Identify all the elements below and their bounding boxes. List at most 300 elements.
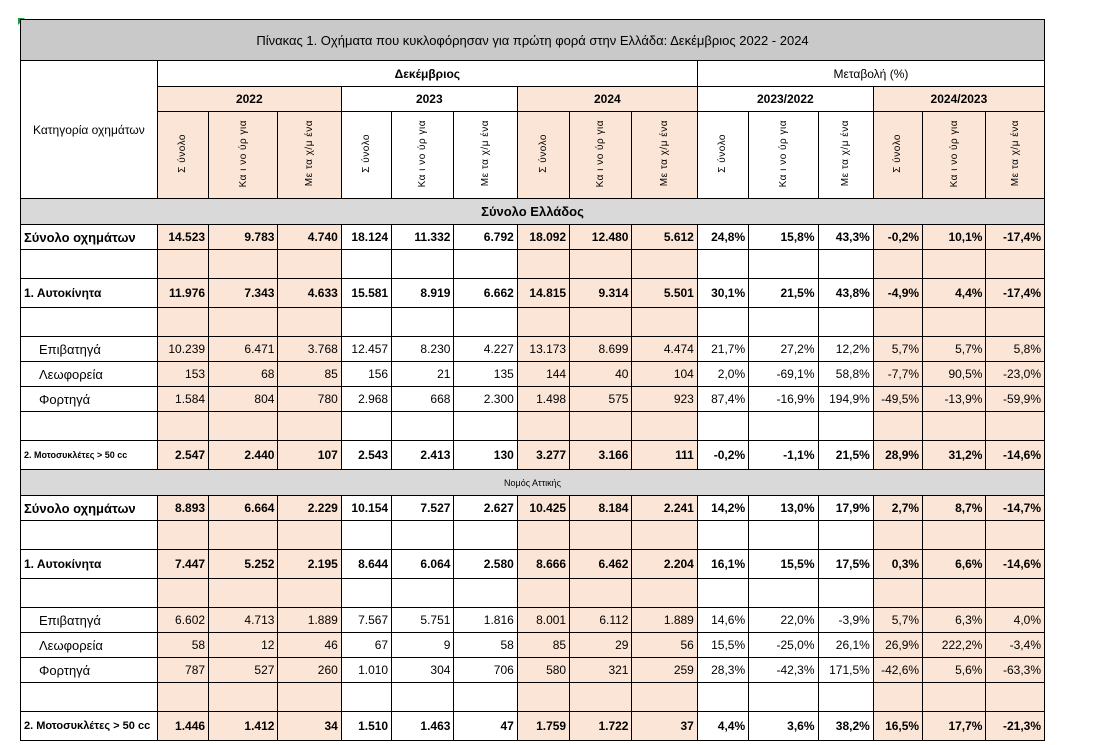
value-cell: 104: [632, 362, 697, 387]
value-cell: -3,4%: [986, 633, 1045, 658]
value-cell: 24,8%: [697, 225, 748, 250]
value-cell: [278, 412, 341, 441]
value-cell: 1.816: [454, 608, 517, 633]
value-cell: 15,8%: [749, 225, 818, 250]
value-cell: 7.567: [341, 608, 391, 633]
section-header: Σύνολο Ελλάδος: [21, 199, 1045, 225]
value-cell: 13.173: [517, 337, 569, 362]
row-label: [21, 412, 158, 441]
value-cell: 1.889: [632, 608, 697, 633]
value-cell: 171,5%: [818, 658, 873, 683]
value-cell: 12: [209, 633, 278, 658]
value-cell: 26,1%: [818, 633, 873, 658]
value-cell: 12.480: [570, 225, 632, 250]
value-cell: 11.332: [392, 225, 454, 250]
value-cell: 58: [157, 633, 208, 658]
value-cell: [818, 579, 873, 608]
value-cell: [570, 683, 632, 712]
value-cell: 87,4%: [697, 387, 748, 412]
row-label: Σύνολο οχημάτων: [21, 225, 158, 250]
value-cell: -14,6%: [986, 441, 1045, 470]
value-cell: [570, 412, 632, 441]
value-cell: 787: [157, 658, 208, 683]
value-cell: 706: [454, 658, 517, 683]
spacer-row: [21, 250, 1045, 279]
row-label: [21, 683, 158, 712]
value-cell: 1.010: [341, 658, 391, 683]
value-cell: [209, 412, 278, 441]
value-cell: 194,9%: [818, 387, 873, 412]
row-label: Επιβατηγά: [21, 608, 158, 633]
value-cell: -4,9%: [873, 279, 922, 308]
value-cell: [873, 250, 922, 279]
value-cell: 8.230: [392, 337, 454, 362]
value-cell: [278, 521, 341, 550]
value-cell: 5.612: [632, 225, 697, 250]
table-row: [21, 441, 1045, 470]
value-cell: [392, 521, 454, 550]
value-cell: [517, 521, 569, 550]
value-cell: [986, 308, 1045, 337]
value-cell: [517, 412, 569, 441]
table-row: [21, 496, 1045, 521]
value-cell: 780: [278, 387, 341, 412]
value-cell: 3,6%: [749, 712, 818, 741]
subheader-cell: [873, 112, 922, 199]
subheader-label: Σ ύνολο: [360, 134, 372, 173]
value-cell: 16,1%: [697, 550, 748, 579]
value-cell: 17,7%: [923, 712, 986, 741]
value-cell: 17,9%: [818, 496, 873, 521]
subheader-label: Κα ι νο ύρ για: [948, 119, 960, 188]
value-cell: 28,3%: [697, 658, 748, 683]
value-cell: 10,1%: [923, 225, 986, 250]
value-cell: 6.662: [454, 279, 517, 308]
value-cell: [923, 683, 986, 712]
table-row: [21, 337, 1045, 362]
value-cell: [749, 412, 818, 441]
value-cell: 5.501: [632, 279, 697, 308]
change-header: Μεταβολή (%): [697, 61, 1044, 87]
value-cell: 40: [570, 362, 632, 387]
value-cell: [986, 250, 1045, 279]
value-cell: 6.462: [570, 550, 632, 579]
value-cell: -17,4%: [986, 225, 1045, 250]
value-cell: [341, 308, 391, 337]
spacer-row: [21, 521, 1045, 550]
row-label: [21, 308, 158, 337]
subheader-label: Με τα χ/μ ένα: [480, 120, 492, 187]
subheader-label: Κα ι νο ύρ για: [417, 119, 429, 188]
value-cell: 8,7%: [923, 496, 986, 521]
value-cell: 2,7%: [873, 496, 922, 521]
value-cell: [749, 683, 818, 712]
value-cell: [570, 579, 632, 608]
value-cell: [697, 250, 748, 279]
table-title: Πίνακας 1. Οχήματα που κυκλοφόρησαν για πρώτη φορά στην Ελλάδα: Δεκέμβριος 2022 - 2024: [21, 20, 1045, 61]
value-cell: -17,4%: [986, 279, 1045, 308]
spacer-row: [21, 579, 1045, 608]
value-cell: 30,1%: [697, 279, 748, 308]
row-label: Φορτηγά: [21, 658, 158, 683]
value-cell: 5,7%: [923, 337, 986, 362]
value-cell: 14.523: [157, 225, 208, 250]
value-cell: 4.474: [632, 337, 697, 362]
value-cell: 12,2%: [818, 337, 873, 362]
value-cell: [570, 250, 632, 279]
year-2024-header: 2024: [517, 87, 697, 112]
value-cell: -49,5%: [873, 387, 922, 412]
value-cell: 5.252: [209, 550, 278, 579]
value-cell: 6.064: [392, 550, 454, 579]
value-cell: [923, 521, 986, 550]
value-cell: [697, 308, 748, 337]
value-cell: 2.580: [454, 550, 517, 579]
value-cell: 6.602: [157, 608, 208, 633]
value-cell: [632, 308, 697, 337]
value-cell: 14.815: [517, 279, 569, 308]
value-cell: 10.239: [157, 337, 208, 362]
value-cell: [873, 308, 922, 337]
value-cell: 85: [278, 362, 341, 387]
subheader-label: Σ ύνολο: [717, 134, 729, 173]
value-cell: 2.241: [632, 496, 697, 521]
value-cell: 67: [341, 633, 391, 658]
value-cell: [697, 521, 748, 550]
value-cell: 8.001: [517, 608, 569, 633]
subheader-cell: [923, 112, 986, 199]
value-cell: 0,3%: [873, 550, 922, 579]
value-cell: -16,9%: [749, 387, 818, 412]
value-cell: [986, 579, 1045, 608]
table-row: [21, 362, 1045, 387]
value-cell: [517, 683, 569, 712]
subheader-label: Με τα χ/μ ένα: [659, 120, 671, 187]
value-cell: -7,7%: [873, 362, 922, 387]
value-cell: [986, 412, 1045, 441]
value-cell: [157, 683, 208, 712]
value-cell: 38,2%: [818, 712, 873, 741]
value-cell: 22,0%: [749, 608, 818, 633]
value-cell: [209, 683, 278, 712]
value-cell: 1.584: [157, 387, 208, 412]
table-row: [21, 633, 1045, 658]
row-label: Σύνολο οχημάτων: [21, 496, 158, 521]
value-cell: 90,5%: [923, 362, 986, 387]
subheader-cell: [454, 112, 517, 199]
value-cell: [986, 521, 1045, 550]
value-cell: 156: [341, 362, 391, 387]
value-cell: 46: [278, 633, 341, 658]
value-cell: 130: [454, 441, 517, 470]
value-cell: 29: [570, 633, 632, 658]
value-cell: [157, 250, 208, 279]
value-cell: [517, 250, 569, 279]
value-cell: 5,8%: [986, 337, 1045, 362]
section-header: Νομός Αττικής: [21, 470, 1045, 496]
subheader-cell: [697, 112, 748, 199]
value-cell: [749, 579, 818, 608]
row-label: Λεωφορεία: [21, 633, 158, 658]
value-cell: [278, 683, 341, 712]
value-cell: 1.510: [341, 712, 391, 741]
value-cell: 15,5%: [749, 550, 818, 579]
value-cell: -21,3%: [986, 712, 1045, 741]
table-row: [21, 225, 1045, 250]
value-cell: [157, 308, 208, 337]
value-cell: 2.413: [392, 441, 454, 470]
value-cell: 47: [454, 712, 517, 741]
value-cell: [749, 308, 818, 337]
value-cell: 3.768: [278, 337, 341, 362]
value-cell: 17,5%: [818, 550, 873, 579]
row-label: [21, 521, 158, 550]
value-cell: [873, 683, 922, 712]
value-cell: 12.457: [341, 337, 391, 362]
value-cell: 2.300: [454, 387, 517, 412]
row-label: 2. Μοτοσυκλέτες > 50 cc: [21, 712, 158, 741]
value-cell: [749, 250, 818, 279]
value-cell: [632, 250, 697, 279]
value-cell: 15,5%: [697, 633, 748, 658]
value-cell: 68: [209, 362, 278, 387]
value-cell: [873, 412, 922, 441]
value-cell: [157, 579, 208, 608]
value-cell: 107: [278, 441, 341, 470]
value-cell: [923, 579, 986, 608]
value-cell: [454, 521, 517, 550]
value-cell: -69,1%: [749, 362, 818, 387]
value-cell: 575: [570, 387, 632, 412]
spacer-row: [21, 683, 1045, 712]
subheader-cell: [278, 112, 341, 199]
value-cell: 1.759: [517, 712, 569, 741]
value-cell: 321: [570, 658, 632, 683]
value-cell: 2.547: [157, 441, 208, 470]
value-cell: 304: [392, 658, 454, 683]
value-cell: [392, 579, 454, 608]
value-cell: 58: [454, 633, 517, 658]
value-cell: 56: [632, 633, 697, 658]
value-cell: 135: [454, 362, 517, 387]
row-label: 2. Μοτοσυκλέτες > 50 cc: [21, 441, 158, 470]
value-cell: 111: [632, 441, 697, 470]
value-cell: 34: [278, 712, 341, 741]
value-cell: 580: [517, 658, 569, 683]
value-cell: 21,5%: [818, 441, 873, 470]
value-cell: 1.722: [570, 712, 632, 741]
value-cell: 8.893: [157, 496, 208, 521]
value-cell: 3.166: [570, 441, 632, 470]
row-label: 1. Αυτοκίνητα: [21, 550, 158, 579]
value-cell: -14,6%: [986, 550, 1045, 579]
subheader-cell: [986, 112, 1045, 199]
value-cell: [209, 308, 278, 337]
value-cell: -59,9%: [986, 387, 1045, 412]
value-cell: -0,2%: [697, 441, 748, 470]
value-cell: [341, 683, 391, 712]
subheader-label: Κα ι νο ύρ για: [777, 119, 789, 188]
value-cell: 527: [209, 658, 278, 683]
value-cell: [873, 579, 922, 608]
value-cell: 5.751: [392, 608, 454, 633]
value-cell: 923: [632, 387, 697, 412]
value-cell: [454, 308, 517, 337]
value-cell: 7.343: [209, 279, 278, 308]
december-header: Δεκέμβριος: [157, 61, 697, 87]
vehicles-table: [20, 19, 1045, 741]
subheader-cell: [157, 112, 208, 199]
row-label: [21, 579, 158, 608]
value-cell: 2.204: [632, 550, 697, 579]
value-cell: [341, 579, 391, 608]
value-cell: 8.699: [570, 337, 632, 362]
table-row: [21, 550, 1045, 579]
value-cell: 3.277: [517, 441, 569, 470]
value-cell: 85: [517, 633, 569, 658]
table-row: [21, 658, 1045, 683]
value-cell: 5,7%: [873, 337, 922, 362]
value-cell: 144: [517, 362, 569, 387]
value-cell: 2.543: [341, 441, 391, 470]
subheader-label: Σ ύνολο: [177, 134, 189, 173]
value-cell: -42,3%: [749, 658, 818, 683]
spacer-row: [21, 412, 1045, 441]
value-cell: [157, 521, 208, 550]
value-cell: [818, 521, 873, 550]
subheader-cell: [341, 112, 391, 199]
value-cell: 4,4%: [923, 279, 986, 308]
value-cell: 43,8%: [818, 279, 873, 308]
value-cell: [454, 412, 517, 441]
value-cell: [209, 579, 278, 608]
value-cell: 260: [278, 658, 341, 683]
value-cell: 11.976: [157, 279, 208, 308]
value-cell: 4.227: [454, 337, 517, 362]
value-cell: 6.792: [454, 225, 517, 250]
row-label: Λεωφορεία: [21, 362, 158, 387]
value-cell: [392, 308, 454, 337]
value-cell: [570, 308, 632, 337]
value-cell: 7.447: [157, 550, 208, 579]
subheader-label: Με τα χ/μ ένα: [304, 120, 316, 187]
value-cell: 8.644: [341, 550, 391, 579]
value-cell: 18.124: [341, 225, 391, 250]
table-row: [21, 279, 1045, 308]
value-cell: 2,0%: [697, 362, 748, 387]
value-cell: 6,3%: [923, 608, 986, 633]
value-cell: [818, 308, 873, 337]
subheader-cell: [749, 112, 818, 199]
category-header: Κατηγορία οχημάτων: [21, 61, 158, 199]
value-cell: [392, 683, 454, 712]
value-cell: 10.425: [517, 496, 569, 521]
value-cell: 6,6%: [923, 550, 986, 579]
value-cell: 7.527: [392, 496, 454, 521]
value-cell: 15.581: [341, 279, 391, 308]
value-cell: 4.740: [278, 225, 341, 250]
value-cell: 8.919: [392, 279, 454, 308]
value-cell: [341, 521, 391, 550]
value-cell: [454, 683, 517, 712]
value-cell: [278, 579, 341, 608]
value-cell: [873, 521, 922, 550]
value-cell: 43,3%: [818, 225, 873, 250]
value-cell: 9: [392, 633, 454, 658]
value-cell: [341, 250, 391, 279]
value-cell: [749, 521, 818, 550]
value-cell: -0,2%: [873, 225, 922, 250]
value-cell: [697, 683, 748, 712]
value-cell: [392, 412, 454, 441]
value-cell: -63,3%: [986, 658, 1045, 683]
row-label: Φορτηγά: [21, 387, 158, 412]
subheader-label: Κα ι νο ύρ για: [237, 119, 249, 188]
value-cell: 27,2%: [749, 337, 818, 362]
value-cell: 2.968: [341, 387, 391, 412]
year-2023-header: 2023: [341, 87, 517, 112]
value-cell: 1.498: [517, 387, 569, 412]
value-cell: -23,0%: [986, 362, 1045, 387]
value-cell: 4.713: [209, 608, 278, 633]
table-row: [21, 387, 1045, 412]
value-cell: 14,2%: [697, 496, 748, 521]
value-cell: [454, 579, 517, 608]
value-cell: -1,1%: [749, 441, 818, 470]
value-cell: 13,0%: [749, 496, 818, 521]
value-cell: [517, 308, 569, 337]
subheader-cell: [818, 112, 873, 199]
value-cell: [818, 250, 873, 279]
subheader-label: Σ ύνολο: [537, 134, 549, 173]
value-cell: 6.664: [209, 496, 278, 521]
value-cell: [341, 412, 391, 441]
value-cell: [278, 308, 341, 337]
value-cell: 8.184: [570, 496, 632, 521]
row-label: Επιβατηγά: [21, 337, 158, 362]
value-cell: [818, 412, 873, 441]
subheader-cell: [632, 112, 697, 199]
subheader-cell: [570, 112, 632, 199]
subheader-label: Σ ύνολο: [892, 134, 904, 173]
value-cell: 21: [392, 362, 454, 387]
value-cell: [632, 521, 697, 550]
subheader-cell: [517, 112, 569, 199]
value-cell: 1.463: [392, 712, 454, 741]
value-cell: 18.092: [517, 225, 569, 250]
value-cell: 2.627: [454, 496, 517, 521]
value-cell: [923, 250, 986, 279]
change-2024-header: 2024/2023: [873, 87, 1044, 112]
subheader-label: Με τα χ/μ ένα: [1009, 120, 1021, 187]
value-cell: 1.889: [278, 608, 341, 633]
value-cell: -13,9%: [923, 387, 986, 412]
spacer-row: [21, 308, 1045, 337]
value-cell: 16,5%: [873, 712, 922, 741]
value-cell: 2.440: [209, 441, 278, 470]
value-cell: [923, 308, 986, 337]
value-cell: 5,7%: [873, 608, 922, 633]
value-cell: 259: [632, 658, 697, 683]
value-cell: [923, 412, 986, 441]
value-cell: 4,4%: [697, 712, 748, 741]
value-cell: [454, 250, 517, 279]
value-cell: 804: [209, 387, 278, 412]
table-row: [21, 608, 1045, 633]
value-cell: 10.154: [341, 496, 391, 521]
value-cell: 4,0%: [986, 608, 1045, 633]
value-cell: [632, 579, 697, 608]
